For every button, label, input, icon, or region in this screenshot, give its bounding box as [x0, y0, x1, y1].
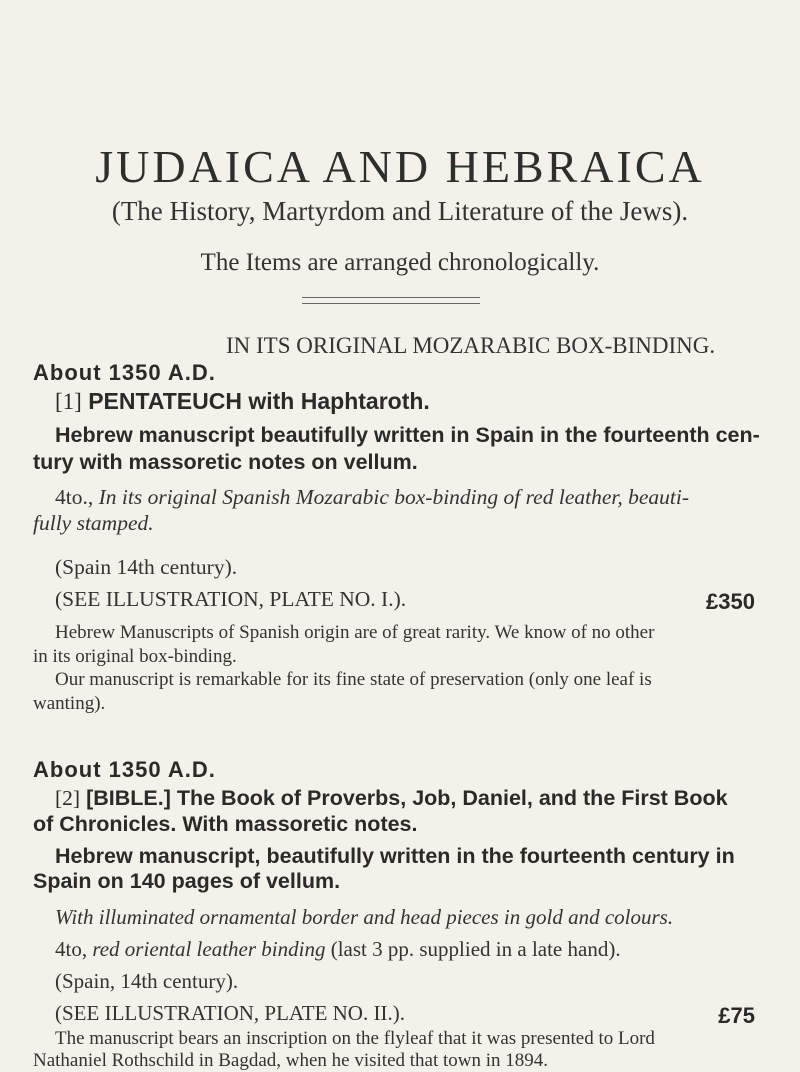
item2-origin: (Spain, 14th century).: [55, 969, 239, 993]
item1-note2-line1: Our manuscript is remarkable for its fine state of preservation (only one leaf is: [55, 669, 652, 690]
item2-bracket-title: [BIBLE.]: [86, 786, 171, 810]
item2-description-line1: Hebrew manuscript, beautifully written in the fourteenth century in: [55, 844, 735, 868]
item1-binding-line1: [55, 485, 689, 510]
item1-origin: (Spain 14th century).: [55, 555, 238, 579]
item2-description-line2: Spain on 140 pages of vellum.: [33, 869, 341, 893]
page-subtitle: (The History, Martyrdom and Literature of the Jews).: [111, 196, 689, 226]
item2-title: The Book of Proverbs, Job, Daniel, and the First Book: [176, 786, 728, 810]
item2-date: About 1350 A.D.: [33, 757, 216, 782]
item2-binding-format: 4to,: [55, 937, 88, 961]
item1-binding-text: In its original Spanish Mozarabic box-binding of red leather, beauti-: [98, 485, 690, 509]
item1-section-heading: IN ITS ORIGINAL MOZARABIC BOX-BINDING.: [226, 333, 716, 358]
arrangement-note: The Items are arranged chronologically.: [200, 249, 600, 276]
item1-binding-line2: fully stamped.: [33, 511, 154, 535]
item2-note-line1: The manuscript bears an inscription on the flyleaf that it was presented to Lord: [55, 1028, 655, 1049]
item2-price: £75: [718, 1003, 755, 1028]
item1-title: PENTATEUCH with Haphtaroth.: [88, 388, 430, 414]
item2-note-line2: Nathaniel Rothschild in Bagdad, when he visited that town in 1894.: [33, 1050, 549, 1071]
item2-binding-text: red oriental leather binding: [92, 937, 326, 961]
item2-illumination: With illuminated ornamental border and head pieces in gold and colours.: [55, 905, 674, 929]
item2-number: [2]: [55, 786, 81, 810]
item2-binding: [55, 937, 621, 962]
item1-note1-line1: Hebrew Manuscripts of Spanish origin are of great rarity. We know of no other: [55, 622, 655, 643]
item2-title-line2: of Chronicles. With massoretic notes.: [33, 812, 418, 836]
double-rule-divider: [302, 297, 480, 304]
item1-date: About 1350 A.D.: [33, 360, 216, 385]
item1-note2-line2: wanting).: [33, 693, 106, 714]
page-title: JUDAICA AND HEBRAICA: [95, 141, 705, 192]
item1-number: [1]: [55, 389, 82, 414]
item2-title-line1: [55, 786, 728, 811]
item1-plate-reference: (SEE ILLUSTRATION, PLATE NO. I.).: [55, 587, 407, 611]
item2-plate-reference: (SEE ILLUSTRATION, PLATE NO. II.).: [55, 1001, 405, 1025]
item1-price: £350: [706, 589, 755, 614]
item1-note1-line2: in its original box-binding.: [33, 646, 237, 667]
item2-binding-note: (last 3 pp. supplied in a late hand).: [330, 937, 621, 961]
item1-description-line1: Hebrew manuscript beautifully written in Spain in the fourteenth cen-: [55, 423, 760, 447]
item1-title-line: [55, 388, 430, 415]
item1-description-line2: tury with massoretic notes on vellum.: [33, 450, 418, 474]
item1-binding-format: 4to.,: [55, 485, 94, 509]
